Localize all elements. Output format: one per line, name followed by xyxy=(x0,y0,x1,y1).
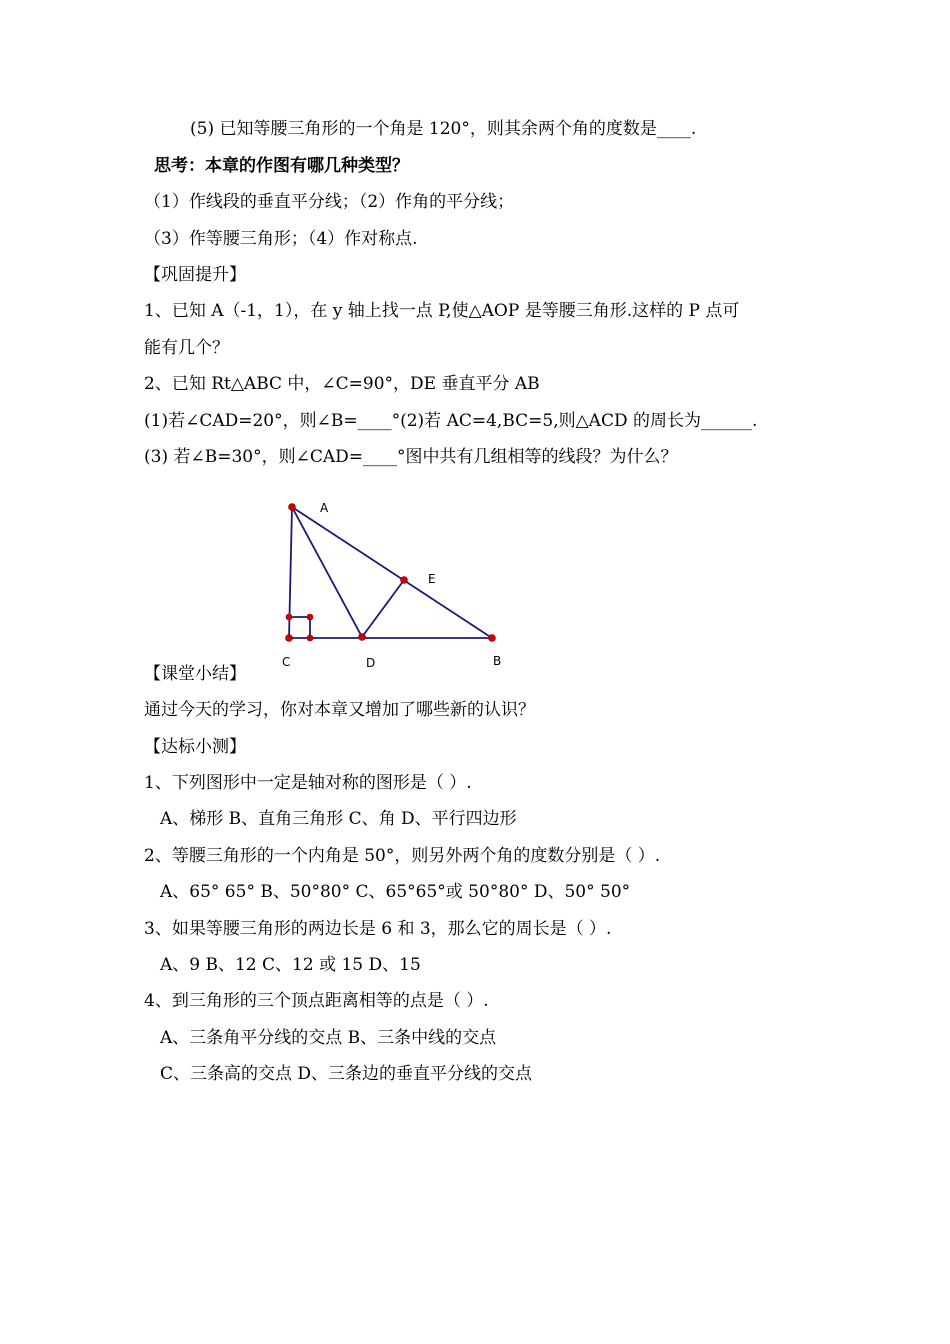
label-c: C xyxy=(282,655,291,669)
test-q3: 3、如果等腰三角形的两边长是 6 和 3，那么它的周长是（ ）. xyxy=(144,919,612,939)
right-angle-point-3 xyxy=(307,635,313,641)
test-q3-options: A、9 B、12 C、12 或 15 D、15 xyxy=(160,955,421,975)
line-1: (5) 已知等腰三角形的一个角是 120°，则其余两个角的度数是____. xyxy=(190,119,697,139)
think-heading: 思考：本章的作图有哪几种类型？ xyxy=(154,156,409,176)
test-q4: 4、到三角形的三个顶点距离相等的点是（ ）. xyxy=(144,991,489,1011)
right-angle-mark xyxy=(289,617,310,638)
point-b xyxy=(489,635,496,642)
label-e: E xyxy=(428,572,436,586)
test-q2: 2、等腰三角形的一个内角是 50°，则另外两个角的度数分别是（ ）. xyxy=(144,846,661,866)
triangle-figure xyxy=(270,495,520,675)
q2-part1: (1)若∠CAD=20°，则∠B=____°(2)若 AC=4,BC=5,则△ACD 的周长为______. xyxy=(144,411,758,431)
label-d: D xyxy=(366,656,376,670)
q1-text: 1、已知 A（-1，1），在 y 轴上找一点 P,使△AOP 是等腰三角形.这样的 P 点可 xyxy=(144,301,740,321)
test-q4-options-cd: C、三条高的交点 D、三条边的垂直平分线的交点 xyxy=(160,1064,533,1084)
section-consolidate: 【巩固提升】 xyxy=(144,265,246,285)
line-3: （1）作线段的垂直平分线；（2）作角的平分线； xyxy=(144,192,515,212)
test-q4-options-ab: A、三条角平分线的交点 B、三条中线的交点 xyxy=(160,1028,497,1048)
segment-de xyxy=(362,580,404,637)
segment-ab xyxy=(292,507,492,638)
q2-text: 2、已知 Rt△ABC 中，∠C=90°，DE 垂直平分 AB xyxy=(144,374,540,394)
line-4: （3）作等腰三角形；（4）作对称点. xyxy=(144,229,418,249)
q1-text-cont: 能有几个？ xyxy=(144,338,229,358)
label-a: A xyxy=(320,501,329,515)
point-e xyxy=(401,577,408,584)
test-q1-options: A、梯形 B、直角三角形 C、角 D、平行四边形 xyxy=(160,809,517,829)
test-q2-options: A、65° 65° B、50°80° C、65°65°或 50°80° D、50° 50° xyxy=(160,882,631,902)
summary-text: 通过今天的学习，你对本章又增加了哪些新的认识？ xyxy=(144,700,535,720)
point-d xyxy=(359,634,366,641)
label-b: B xyxy=(493,654,502,668)
section-test: 【达标小测】 xyxy=(144,737,246,757)
point-a xyxy=(289,504,296,511)
right-angle-point-2 xyxy=(307,614,313,620)
q2-part3: (3) 若∠B=30°，则∠CAD=____°图中共有几组相等的线段？为什么？ xyxy=(144,447,678,467)
right-angle-point-1 xyxy=(286,614,292,620)
point-c xyxy=(286,635,293,642)
section-summary: 【课堂小结】 xyxy=(144,664,246,684)
test-q1: 1、下列图形中一定是轴对称的图形是（ ）. xyxy=(144,773,472,793)
